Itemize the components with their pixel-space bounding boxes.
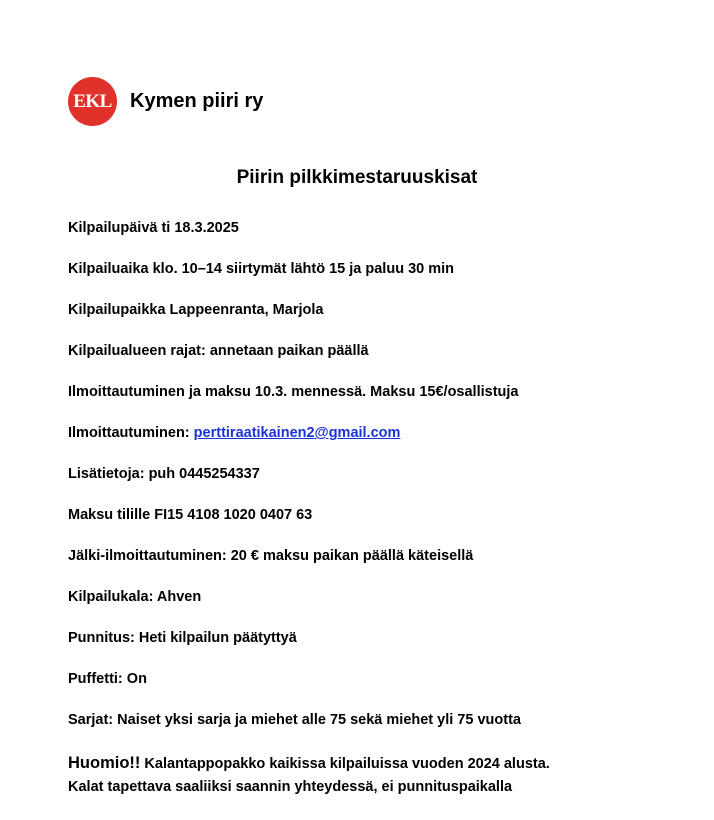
competition-area: Kilpailualueen rajat: annetaan paikan päällä xyxy=(68,343,369,359)
header xyxy=(68,77,263,126)
competition-place: Kilpailupaikka Lappeenranta, Marjola xyxy=(68,302,324,318)
series-info: Sarjat: Naiset yksi sarja ja miehet alle 75 sekä miehet yli 75 vuotta xyxy=(68,712,521,728)
note-line-1 xyxy=(68,752,550,776)
page-title: Piirin pilkkimestaruuskisat xyxy=(236,167,478,188)
buffet-info: Puffetti: On xyxy=(68,671,147,687)
note-line-2: Kalat tapettava saaliiksi saannin yhteydessä, ei punnituspaikalla xyxy=(68,779,513,795)
payment-account: Maksu tilille FI15 4108 1020 0407 63 xyxy=(68,507,313,523)
ekl-logo xyxy=(68,77,117,126)
registration-email-link[interactable]: perttiraatikainen2@gmail.com xyxy=(193,425,401,441)
late-registration: Jälki-ilmoittautuminen: 20 € maksu paikan päällä käteisellä xyxy=(68,548,474,564)
more-info: Lisätietoja: puh 0445254337 xyxy=(68,466,260,482)
organization-name: Kymen piiri ry xyxy=(130,90,264,112)
registration-label: Ilmoittautuminen: xyxy=(68,425,194,441)
note-line-1-text: Kalantappopakko kaikissa kilpailuissa vuoden 2024 alusta. xyxy=(140,756,550,772)
competition-time: Kilpailuaika klo. 10–14 siirtymät lähtö 15 ja paluu 30 min xyxy=(68,261,455,277)
note-emphasis: Huomio!! xyxy=(68,754,141,772)
competition-date: Kilpailupäivä ti 18.3.2025 xyxy=(68,220,239,236)
registration-fee: Ilmoittautuminen ja maksu 10.3. mennessä. Maksu 15€/osallistuja xyxy=(68,384,519,400)
weighing-info: Punnitus: Heti kilpailun päätyttyä xyxy=(68,630,297,646)
registration-contact xyxy=(68,425,400,441)
competition-fish: Kilpailukala: Ahven xyxy=(68,589,202,605)
important-note xyxy=(68,752,550,799)
logo-text: EKL xyxy=(73,90,112,112)
